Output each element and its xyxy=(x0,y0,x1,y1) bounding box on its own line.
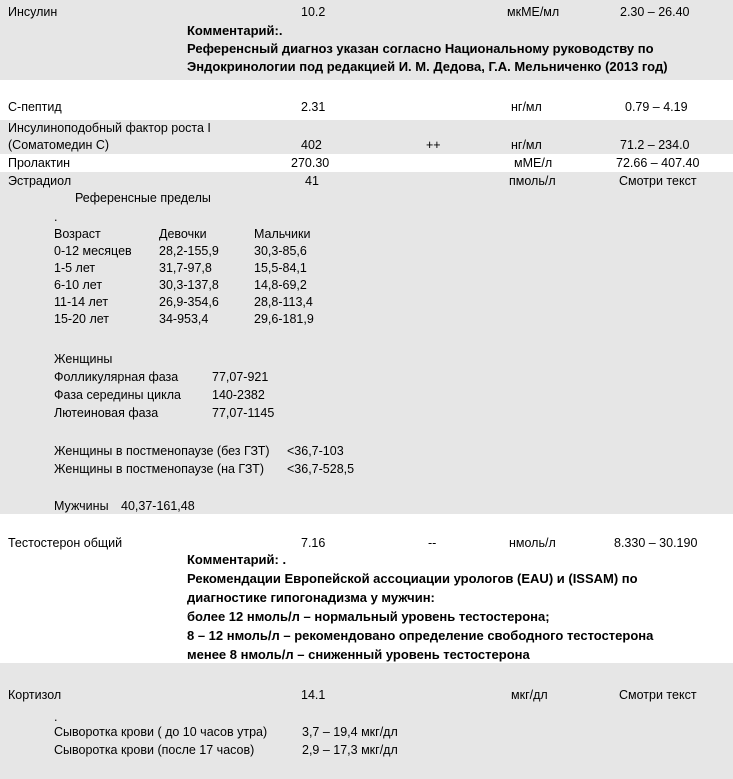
age-cell: 0-12 месяцев xyxy=(54,244,132,258)
insulin-comment-line: Референсный диагноз указан согласно Национальному руководству по xyxy=(187,41,654,56)
boys-cell: 15,5-84,1 xyxy=(254,261,307,275)
prolactin-name: Пролактин xyxy=(8,156,71,170)
cortisol-sample-value: 2,9 – 17,3 мкг/дл xyxy=(302,743,398,757)
boys-cell: 14,8-69,2 xyxy=(254,278,307,292)
phase-name: Фолликулярная фаза xyxy=(54,370,179,384)
phase-value: 140-2382 xyxy=(212,388,265,402)
postmenopause-label: Женщины в постменопаузе (без ГЗТ) xyxy=(54,444,270,458)
igf-flag: ++ xyxy=(426,138,441,152)
prolactin-value: 270.30 xyxy=(291,156,330,170)
women-title: Женщины xyxy=(54,352,113,366)
cpeptide-name: С-пептид xyxy=(8,100,62,114)
estradiol-ref-title: Референсные пределы xyxy=(75,191,211,205)
postmenopause-value: <36,7-103 xyxy=(287,444,344,458)
estradiol-ref: Смотри текст xyxy=(619,174,697,188)
boys-header: Мальчики xyxy=(254,227,311,241)
insulin-name: Инсулин xyxy=(8,5,58,19)
boys-cell: 30,3-85,6 xyxy=(254,244,307,258)
insulin-comment-title: Комментарий:. xyxy=(187,23,283,38)
postmenopause-value: <36,7-528,5 xyxy=(287,462,355,476)
cortisol-sample-label: Сыворотка крови ( до 10 часов утра) xyxy=(54,725,268,739)
cortisol-unit: мкг/дл xyxy=(511,688,548,702)
phase-value: 77,07-921 xyxy=(212,370,269,384)
prolactin-ref: 72.66 – 407.40 xyxy=(616,156,700,170)
boys-cell: 29,6-181,9 xyxy=(254,312,314,326)
cortisol-ref: Смотри текст xyxy=(619,688,697,702)
phase-name: Лютеиновая фаза xyxy=(54,406,159,420)
cortisol-sample-value: 3,7 – 19,4 мкг/дл xyxy=(302,725,398,739)
insulin-value: 10.2 xyxy=(301,5,326,19)
testosterone-comment-title: Комментарий: . xyxy=(187,552,287,567)
girls-cell: 34-953,4 xyxy=(159,312,209,326)
estradiol-dot: . xyxy=(54,210,58,224)
testosterone-comment-line: 8 – 12 нмоль/л – рекомендовано определение свободного тестостерона xyxy=(187,628,654,643)
cortisol-name: Кортизол xyxy=(8,688,62,702)
cortisol-value: 14.1 xyxy=(301,688,326,702)
age-header: Возраст xyxy=(54,227,101,241)
insulin-comment-line: Эндокринологии под редакцией И. М. Дедова, Г.А. Мельниченко (2013 год) xyxy=(187,59,668,74)
girls-cell: 28,2-155,9 xyxy=(159,244,219,258)
cpeptide-ref: 0.79 – 4.19 xyxy=(625,100,688,114)
igf-value: 402 xyxy=(301,138,322,152)
postmenopause-label: Женщины в постменопаузе (на ГЗТ) xyxy=(54,462,264,476)
phase-value: 77,07-1145 xyxy=(212,406,275,420)
girls-header: Девочки xyxy=(159,227,207,241)
girls-cell: 31,7-97,8 xyxy=(159,261,212,275)
age-cell: 15-20 лет xyxy=(54,312,109,326)
igf-name: Инсулиноподобный фактор роста I xyxy=(8,121,211,135)
phase-name: Фаза середины цикла xyxy=(54,388,181,402)
cortisol-dot: . xyxy=(54,710,58,724)
igf-name: (Соматомедин С) xyxy=(8,138,110,152)
testosterone-comment-line: диагностике гипогонадизма у мужчин: xyxy=(187,590,435,605)
cortisol-sample-label: Сыворотка крови (после 17 часов) xyxy=(54,743,255,757)
age-cell: 6-10 лет xyxy=(54,278,103,292)
testosterone-name: Тестостерон общий xyxy=(8,536,123,550)
insulin-unit: мкМЕ/мл xyxy=(507,5,560,19)
testosterone-comment-line: более 12 нмоль/л – нормальный уровень тестостерона; xyxy=(187,609,550,624)
testosterone-comment-line: Рекомендации Европейской ассоциации урологов (EAU) и (ISSAM) по xyxy=(187,571,638,586)
igf-unit: нг/мл xyxy=(511,138,542,152)
testosterone-flag: -- xyxy=(428,536,437,550)
cortisol-band xyxy=(0,663,733,779)
girls-cell: 30,3-137,8 xyxy=(159,278,219,292)
estradiol-value: 41 xyxy=(305,174,319,188)
cpeptide-value: 2.31 xyxy=(301,100,326,114)
girls-cell: 26,9-354,6 xyxy=(159,295,219,309)
testosterone-comment-line: менее 8 нмоль/л – сниженный уровень тестостерона xyxy=(187,647,530,662)
men-label: Мужчины xyxy=(54,499,109,513)
prolactin-unit: мМЕ/л xyxy=(514,156,553,170)
igf-ref: 71.2 – 234.0 xyxy=(620,138,690,152)
boys-cell: 28,8-113,4 xyxy=(254,295,313,309)
men-value: 40,37-161,48 xyxy=(121,499,195,513)
testosterone-ref: 8.330 – 30.190 xyxy=(614,536,698,550)
testosterone-value: 7.16 xyxy=(301,536,326,550)
estradiol-name: Эстрадиол xyxy=(8,174,72,188)
insulin-ref: 2.30 – 26.40 xyxy=(620,5,690,19)
testosterone-unit: нмоль/л xyxy=(509,536,556,550)
age-cell: 1-5 лет xyxy=(54,261,96,275)
estradiol-unit: пмоль/л xyxy=(509,174,556,188)
cpeptide-unit: нг/мл xyxy=(511,100,542,114)
age-cell: 11-14 лет xyxy=(54,295,109,309)
